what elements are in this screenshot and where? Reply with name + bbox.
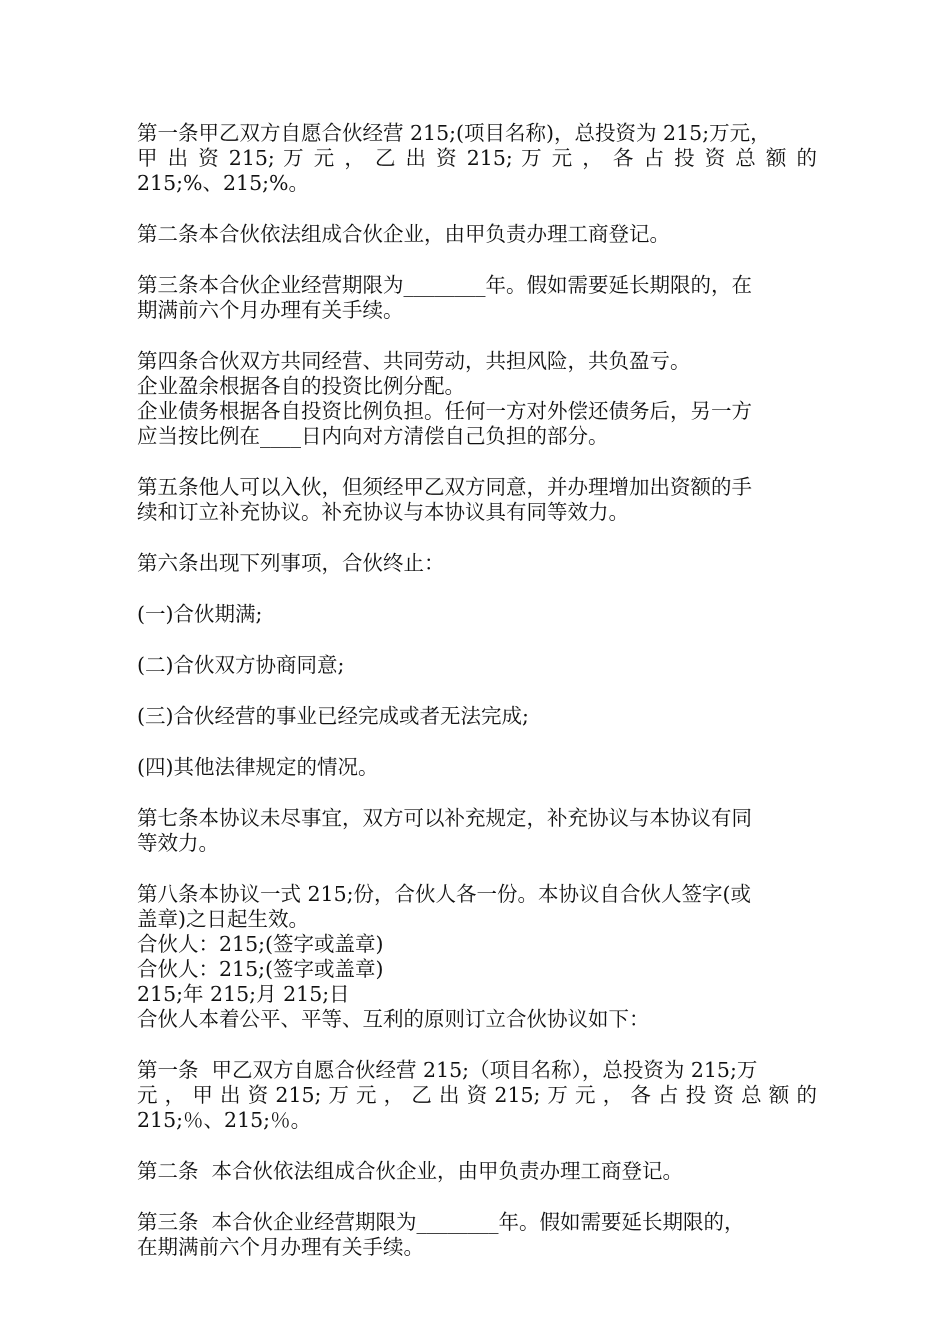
text-line: 合伙人本着公平、平等、互利的原则订立合伙协议如下： bbox=[137, 1007, 650, 1031]
text-line: 第八条本协议一式 215;份，合伙人各一份。本协议自合伙人签字(或 bbox=[137, 882, 752, 906]
text-line: 第三条本合伙企业经营期限为________年。假如需要延长期限的，在 bbox=[137, 273, 752, 297]
text-line: 第三条 本合伙企业经营期限为________年。假如需要延长期限的， bbox=[137, 1210, 745, 1234]
text-line: 第五条他人可以入伙，但须经甲乙双方同意，并办理增加出资额的手 bbox=[137, 475, 752, 499]
signature-line: 合伙人：215;(签字或盖章) bbox=[137, 957, 384, 981]
text-line: 期满前六个月办理有关手续。 bbox=[137, 298, 404, 322]
date-line: 215;年 215;月 215;日 bbox=[137, 982, 350, 1006]
text-line: 第一条 甲乙双方自愿合伙经营 215;（项目名称），总投资为 215;万 bbox=[137, 1058, 758, 1082]
text-line: 等效力。 bbox=[137, 831, 219, 855]
list-item: (三)合伙经营的事业已经完成或者无法完成; bbox=[137, 704, 529, 728]
text-line: 第四条合伙双方共同经营、共同劳动，共担风险，共负盈亏。 bbox=[137, 349, 691, 373]
text-line: 215;%、215;%。 bbox=[137, 171, 310, 195]
text-line: 第六条出现下列事项，合伙终止： bbox=[137, 551, 445, 575]
text-line: 续和订立补充协议。补充协议与本协议具有同等效力。 bbox=[137, 500, 629, 524]
text-line: 第二条本合伙依法组成合伙企业，由甲负责办理工商登记。 bbox=[137, 222, 670, 246]
text-line: 甲 出 资 215; 万 元 ， 乙 出 资 215; 万 元 ， 各 占 投 资 总 额 的 bbox=[137, 146, 817, 170]
text-line: 第七条本协议未尽事宜，双方可以补充规定，补充协议与本协议有同 bbox=[137, 806, 752, 830]
text-line: 盖章)之日起生效。 bbox=[137, 907, 309, 931]
text-line: 企业债务根据各自投资比例负担。任何一方对外偿还债务后，另一方 bbox=[137, 399, 752, 423]
list-item: (二)合伙双方协商同意; bbox=[137, 653, 345, 677]
text-line: 215;％、215;％。 bbox=[137, 1108, 312, 1132]
text-line: 企业盈余根据各自的投资比例分配。 bbox=[137, 374, 465, 398]
list-item: (四)其他法律规定的情况。 bbox=[137, 755, 379, 779]
text-line: 在期满前六个月办理有关手续。 bbox=[137, 1235, 424, 1259]
text-line: 应当按比例在____日内向对方清偿自己负担的部分。 bbox=[137, 424, 609, 448]
text-line: 元 ， 甲 出 资 215; 万 元 ， 乙 出 资 215; 万 元 ， 各 占 投 资 总 额 的 bbox=[137, 1083, 817, 1107]
list-item: (一)合伙期满; bbox=[137, 602, 263, 626]
signature-line: 合伙人：215;(签字或盖章) bbox=[137, 932, 384, 956]
text-line: 第二条 本合伙依法组成合伙企业，由甲负责办理工商登记。 bbox=[137, 1159, 684, 1183]
document-page bbox=[137, 121, 817, 1260]
text-line: 第一条甲乙双方自愿合伙经营 215;(项目名称)，总投资为 215;万元， bbox=[137, 121, 771, 145]
